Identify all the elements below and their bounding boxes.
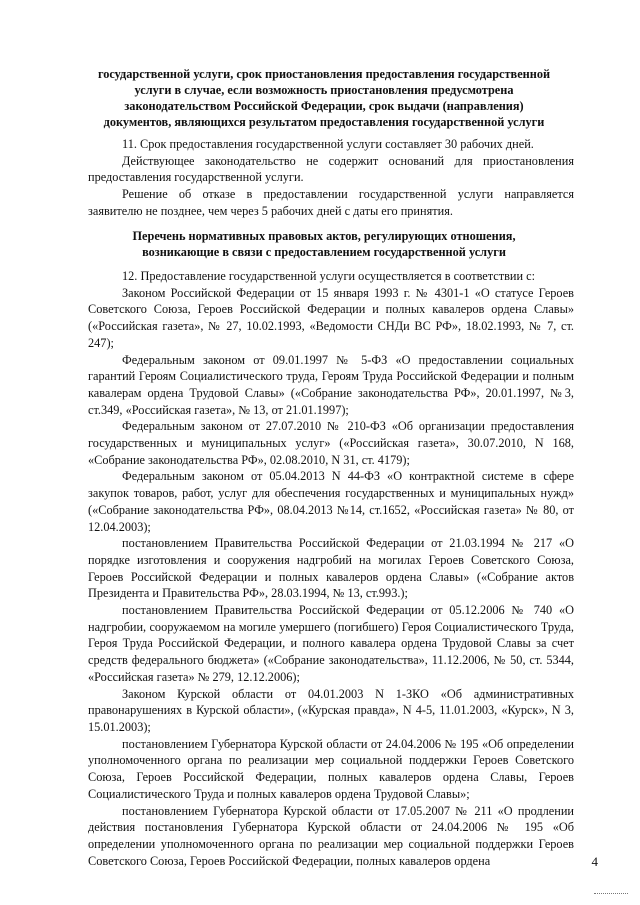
paragraph: постановлением Правительства Российской Федерации от 05.12.2006 № 740 «О надгробии, сооружаемом на могиле умершего (погибшего) Героя Социалистического Труда, Героя Труда Российской Федерации, и полного кавалера ордена Трудовой Славы за счет средств федерального бюджета» («Собрание законодательства», 11.12.2006, № 50, ст. 5344, «Российская газета» № 279, 12.12.2006); [88,603,574,684]
paragraph: постановлением Губернатора Курской области от 24.04.2006 № 195 «Об определении уполномоченного органа по реализации мер социальной поддержки Героев Советского Союза, Героев Российской Федерации, полных кавалеров ордена Славы, Героев Социалистического Труда и полных кавалеров ордена Трудовой Славы»; [88,736,574,801]
heading-line: услуги в случае, если возможность приостановления предусмотрена [134,83,514,97]
paragraph: постановлением Губернатора Курской области от 17.05.2007 № 211 «О продлении действия постановления Губернатора Курской области от 24.04.2006 № 195 «Об определении уполномоченного органа по реализации мер социальной поддержки Героев Советского Союза, Героев Российской Федерации, полных кавалеров ордена [88,803,574,868]
paragraph: 11. Срок предоставления государственной услуги составляет 30 рабочих дней. [122,137,534,151]
paragraph: Законом Российской Федерации от 15 января 1993 г. № 4301-1 «О статусе Героев Советского Союза, Героев Российской Федерации и полных кавалеров ордена Славы» («Российская газета», № 27, 10.02.1993, «Ведомости СНДи ВС РФ», 18.02.1993, № 7, ст. 247); [88,285,574,350]
heading-line: документов, являющихся результатом предоставления государственной услуги [103,115,545,129]
paragraph: Решение об отказе в предоставлении государственной услуги направляется заявителю не позднее, чем через 5 рабочих дней с даты его принятия. [88,187,574,218]
paragraph: Федеральным законом от 27.07.2010 № 210-ФЗ «Об организации предоставления государственных и муниципальных услуг» («Российская газета», 30.07.2010, N 168, «Собрание законодательства РФ», 02.08.2010, N 31, ст. 4179); [88,419,574,467]
page-number: 4 [591,854,598,869]
heading-line: Перечень нормативных правовых актов, регулирующих отношения, [132,229,516,243]
section-heading-service-terms [70,66,578,130]
paragraph: постановлением Правительства Российской Федерации от 21.03.1994 № 217 «О порядке изготовления и сооружения надгробий на могилах Героев Советского Союза, Героев Российской Федерации и полных кавалеров ордена Славы» («Собрание актов Президента и Правительства РФ», 28.03.1994, № 13, ст.993.); [88,536,574,601]
section-heading-legal-acts [70,228,578,260]
scan-edge-mark [594,893,628,894]
paragraph: Федеральным законом от 05.04.2013 N 44-ФЗ «О контрактной системе в сфере закупок товаров, работ, услуг для обеспечения государственных и муниципальных нужд» («Собрание законодательства РФ», 08.04.2013 №14, ст.1652, «Российская газета» № 80, от 12.04.2003); [88,469,574,534]
paragraph: 12. Предоставление государственной услуги осуществляется в соответствии с: [122,269,536,283]
section-legal-acts-list [88,268,574,869]
heading-line: возникающие в связи с предоставлением государственной услуги [142,245,506,259]
heading-line: законодательством Российской Федерации, срок выдачи (направления) [124,99,524,113]
section-service-terms-text [88,136,574,220]
paragraph: Действующее законодательство не содержит оснований для приостановления предоставления государственной услуги. [88,153,574,185]
paragraph: Законом Курской области от 04.01.2003 N 1-ЗКО «Об административных правонарушениях в Курской области», («Курская правда», N 4-5, 11.01.2003, «Курск», N 3, 15.01.2003); [88,686,574,734]
heading-line: государственной услуги, срок приостановления предоставления государственной [97,67,551,81]
paragraph: Федеральным законом от 09.01.1997 № 5-ФЗ «О предоставлении социальных гарантий Героям Социалистического труда, Героям Труда Российской Федерации и полным кавалерам ордена Трудовой Славы» («Собрание законодательства РФ», 20.01.1997, №3, ст.349, «Российская газета», № 13, от 21.01.1997); [88,352,574,417]
